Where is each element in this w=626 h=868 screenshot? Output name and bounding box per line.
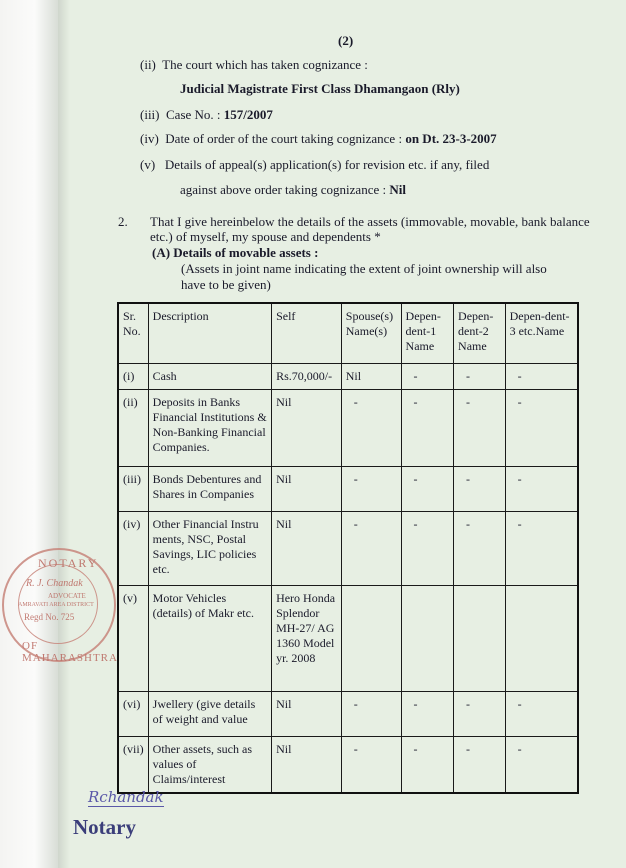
table-cell: -: [454, 389, 506, 466]
table-cell: -: [341, 511, 401, 585]
note-line1: (Assets in joint name indicating the extent of joint ownership will also: [181, 261, 547, 276]
table-cell: -: [401, 466, 453, 511]
movable-assets-heading: (A) Details of movable assets :: [152, 245, 319, 260]
table-cell: Nil: [272, 466, 342, 511]
section-2-number: 2.: [118, 214, 128, 229]
binding-strip: [0, 0, 58, 868]
note-line2: have to be given): [181, 277, 271, 292]
item-iii: (iii) Case No. : 157/2007: [140, 107, 273, 122]
table-cell: Deposits in Banks Financial Institutions & Non-Banking Financial Companies.: [148, 389, 271, 466]
table-row: [118, 363, 578, 389]
table-cell: -: [505, 691, 578, 736]
section-2-line2: etc.) of myself, my spouse and dependents *: [150, 229, 381, 244]
table-cell: Nil: [272, 389, 342, 466]
item-ii: (ii) The court which has taken cognizance :: [140, 57, 368, 72]
table-row: [118, 389, 578, 466]
table-cell: -: [401, 511, 453, 585]
table-cell: -: [454, 736, 506, 793]
table-row: [118, 736, 578, 793]
table-cell: -: [341, 389, 401, 466]
table-cell: (v): [118, 585, 148, 691]
table-cell: [505, 585, 578, 691]
table-cell: Nil: [272, 736, 342, 793]
table-cell: [401, 585, 453, 691]
table-cell: -: [401, 363, 453, 389]
item-v: (v) Details of appeal(s) application(s) for revision etc. if any, filed: [140, 157, 490, 172]
table-cell: Cash: [148, 363, 271, 389]
table-cell: Other Financial Instru ments, NSC, Postal Savings, LIC policies etc.: [148, 511, 271, 585]
table-cell: -: [505, 363, 578, 389]
court-name: Judicial Magistrate First Class Dhamangaon (Rly): [180, 81, 460, 96]
item-iv: (iv) Date of order of the court taking cognizance : on Dt. 23-3-2007: [140, 131, 497, 146]
movable-assets-table: [117, 302, 579, 794]
column-header: Self: [272, 303, 342, 363]
table-cell: Nil: [341, 363, 401, 389]
table-cell: -: [454, 511, 506, 585]
table-cell: Motor Vehicles (details) of Makr etc.: [148, 585, 271, 691]
table-cell: -: [401, 691, 453, 736]
column-header: Depen-dent-3 etc.Name: [505, 303, 578, 363]
table-cell: -: [505, 511, 578, 585]
table-header-row: [118, 303, 578, 363]
notary-stamp: NOTARY R. J. Chandak ADVOCATE AMRAVATI AREA DISTRICT Regd No. 725 OF MAHARASHTRA: [2, 548, 116, 662]
table-cell: -: [505, 389, 578, 466]
table-cell: Nil: [272, 511, 342, 585]
column-header: Spouse(s) Name(s): [341, 303, 401, 363]
table-cell: -: [341, 691, 401, 736]
table-cell: Jwellery (give details of weight and value: [148, 691, 271, 736]
table-cell: (vi): [118, 691, 148, 736]
table-cell: Bonds Debentures and Shares in Companies: [148, 466, 271, 511]
column-header: Description: [148, 303, 271, 363]
table-cell: (ii): [118, 389, 148, 466]
table-cell: [454, 585, 506, 691]
item-v-cont: against above order taking cognizance : Nil: [180, 182, 406, 197]
column-header: Depen-dent-1 Name: [401, 303, 453, 363]
table-cell: Rs.70,000/-: [272, 363, 342, 389]
table-cell: -: [505, 736, 578, 793]
table-row: [118, 511, 578, 585]
table-row: [118, 585, 578, 691]
section-2-line1: That I give hereinbelow the details of the assets (immovable, movable, bank balance: [150, 214, 590, 229]
page-number: (2): [338, 33, 354, 48]
table-cell: -: [454, 363, 506, 389]
page-edge: [58, 0, 70, 868]
notary-label: Notary: [73, 815, 136, 839]
column-header: Sr. No.: [118, 303, 148, 363]
table-cell: (vii): [118, 736, 148, 793]
table-cell: (iv): [118, 511, 148, 585]
table-row: [118, 466, 578, 511]
column-header: Depen-dent-2 Name: [454, 303, 506, 363]
table-cell: -: [341, 736, 401, 793]
table-cell: Other assets, such as values of Claims/interest: [148, 736, 271, 793]
table-row: [118, 691, 578, 736]
notary-signature: Rchandak: [88, 788, 164, 806]
table-cell: (i): [118, 363, 148, 389]
table-cell: -: [341, 466, 401, 511]
table-cell: -: [505, 466, 578, 511]
table-cell: [341, 585, 401, 691]
table-cell: Hero Honda Splendor MH-27/ AG 1360 Model yr. 2008: [272, 585, 342, 691]
table-cell: -: [401, 736, 453, 793]
table-cell: -: [454, 691, 506, 736]
table-cell: (iii): [118, 466, 148, 511]
table-cell: -: [401, 389, 453, 466]
table-cell: -: [454, 466, 506, 511]
table-cell: Nil: [272, 691, 342, 736]
